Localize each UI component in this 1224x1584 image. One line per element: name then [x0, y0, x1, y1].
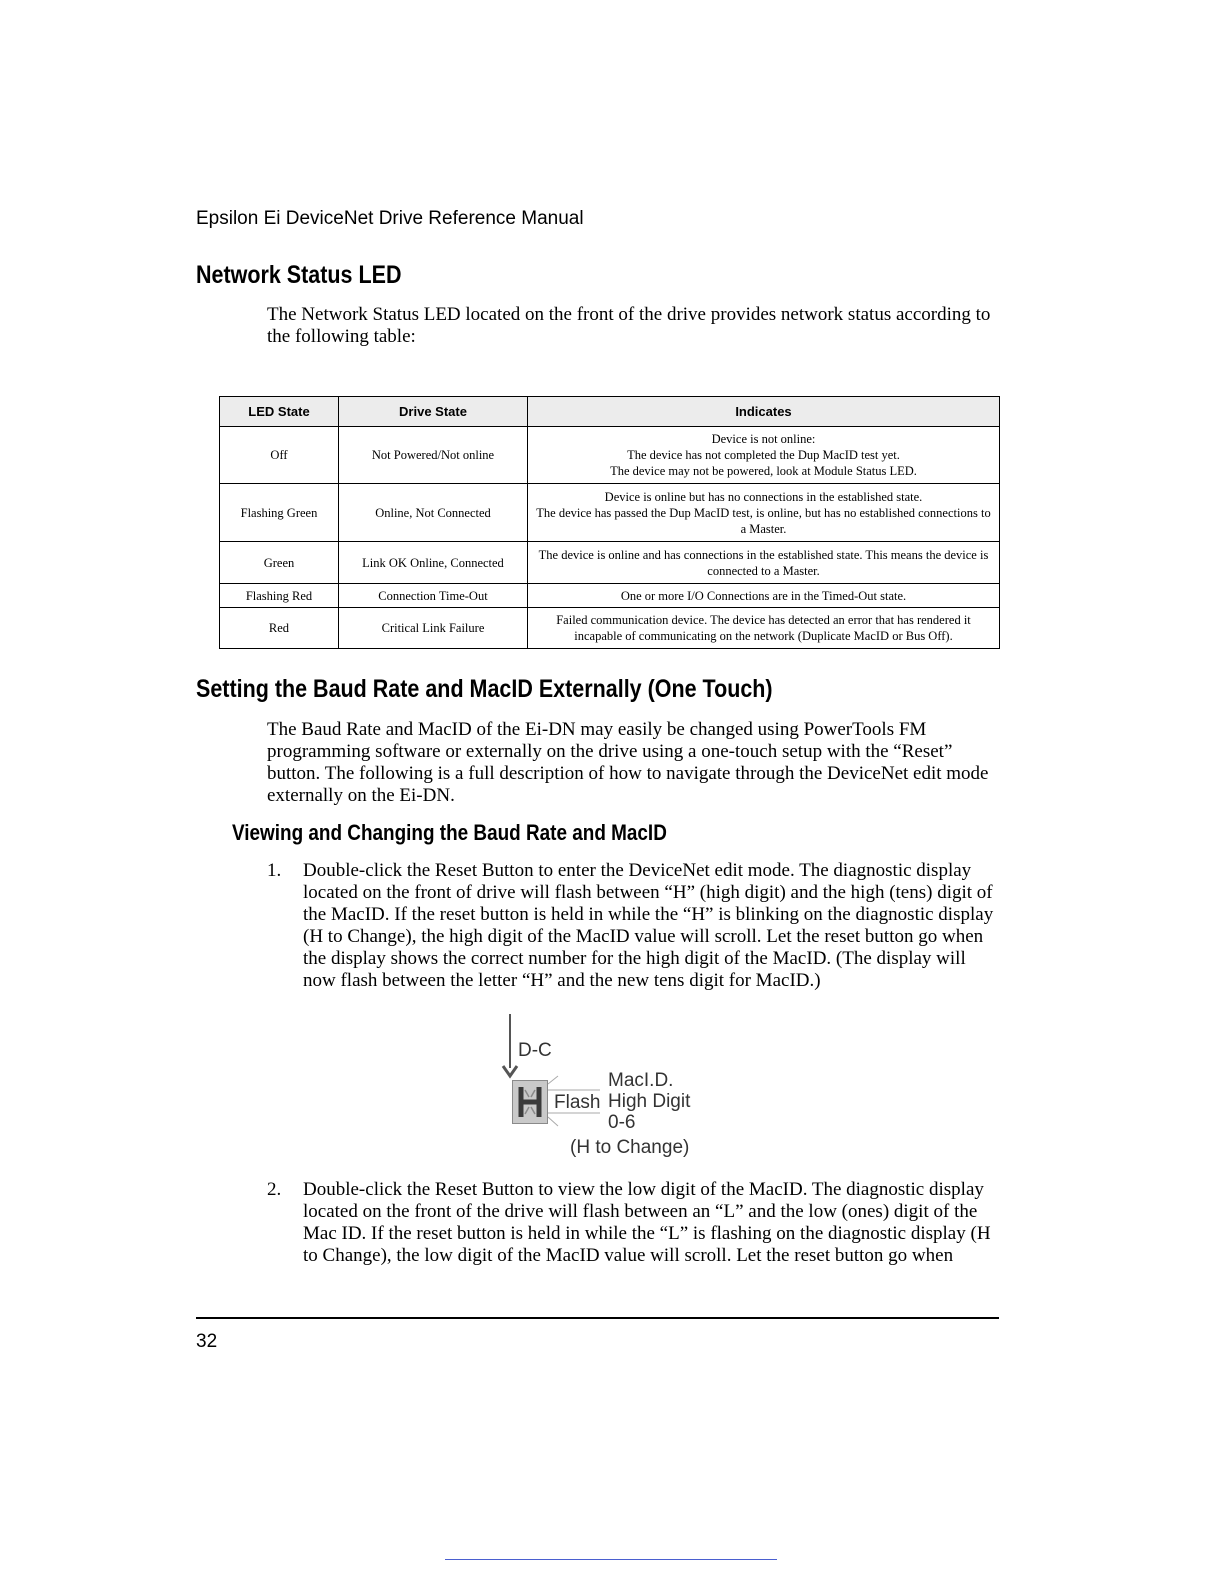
column-header: LED State: [220, 397, 339, 427]
macid-label: MacI.D.: [608, 1070, 674, 1091]
drive-state-cell: Online, Not Connected: [339, 484, 528, 542]
column-header: Drive State: [339, 397, 528, 427]
network-status-intro: The Network Status LED located on the front of the drive provides network status according to the following table:: [267, 304, 991, 347]
led-state-cell: Flashing Red: [220, 584, 339, 608]
drive-state-cell: Not Powered/Not online: [339, 427, 528, 484]
table-row: [220, 427, 1000, 484]
indicates-line: Device is online but has no connections in the established state.: [604, 489, 923, 504]
network-status-table: [219, 396, 1000, 649]
indicates-cell: [528, 584, 1000, 608]
column-header: Indicates: [528, 397, 1000, 427]
h-to-change-label: (H to Change): [570, 1137, 690, 1158]
step-number: 2.: [267, 1179, 282, 1200]
bottom-link-underline: [445, 1559, 777, 1560]
segment-h-glyph: [513, 1081, 547, 1123]
drive-state-cell: Critical Link Failure: [339, 608, 528, 649]
running-header: Epsilon Ei DeviceNet Drive Reference Manual: [196, 208, 584, 229]
steps-list-1: [267, 860, 995, 992]
dc-label: D-C: [518, 1040, 552, 1061]
indicates-cell: [528, 427, 1000, 484]
leader-line: [548, 1117, 558, 1126]
indicates-line: One or more I/O Connections are in the Timed-Out state.: [620, 588, 907, 603]
steps-list-2: [267, 1179, 995, 1267]
led-state-cell: Green: [220, 542, 339, 584]
list-item: [267, 1179, 995, 1267]
high-digit-label: High Digit: [608, 1091, 691, 1112]
subsection-heading: Viewing and Changing the Baud Rate and MacID: [232, 820, 667, 845]
table-row: [220, 542, 1000, 584]
led-state-cell: Flashing Green: [220, 484, 339, 542]
leader-line: [548, 1076, 558, 1084]
baud-rate-intro: The Baud Rate and MacID of the Ei-DN may easily be changed using PowerTools FM programming software or externally on the drive using a one-touch setup with the “Reset” button. The following is a full description of how to navigate through the DeviceNet edit mode externally on the Ei-DN.: [267, 719, 989, 806]
table-header-row: [220, 397, 1000, 427]
indicates-cell: [528, 484, 1000, 542]
footer-rule: [196, 1317, 999, 1319]
range-label: 0-6: [608, 1112, 636, 1133]
indicates-line: The device may not be powered, look at Module Status LED.: [610, 464, 917, 478]
led-state-cell: Off: [220, 427, 339, 484]
seven-segment-display-icon: [512, 1080, 548, 1124]
indicates-cell: [528, 608, 1000, 649]
flash-label: Flash: [554, 1092, 601, 1113]
drive-state-cell: Connection Time-Out: [339, 584, 528, 608]
page-number: 32: [196, 1331, 218, 1352]
indicates-line: The device is online and has connections in the established state. This means the device is connected to a Master.: [538, 547, 989, 578]
table-row: [220, 608, 1000, 649]
section-heading-network-status: Network Status LED: [196, 261, 402, 289]
indicates-cell: [528, 542, 1000, 584]
table-row: [220, 584, 1000, 608]
list-item: [267, 860, 995, 992]
led-state-cell: Red: [220, 608, 339, 649]
drive-state-cell: Link OK Online, Connected: [339, 542, 528, 584]
indicates-line: Device is not online:: [711, 432, 816, 446]
step-number: 1.: [267, 860, 282, 881]
table-row: [220, 484, 1000, 542]
diagnostic-display-figure: [490, 1010, 720, 1165]
indicates-line: The device has not completed the Dup MacID test yet.: [627, 448, 900, 462]
section-heading-baud-rate: Setting the Baud Rate and MacID Externally (One Touch): [196, 675, 773, 703]
step-text: Double-click the Reset Button to view the low digit of the MacID. The diagnostic display located on the front of the drive will flash between an “L” and the low (ones) digit of the Mac ID. If the reset button is held in while the “L” is flashing on the diagnostic display (H to Change), the low digit of the MacID value will scroll. Let the reset button go when: [303, 1179, 991, 1266]
step-text: Double-click the Reset Button to enter the DeviceNet edit mode. The diagnostic display located on the front of drive will flash between “H” (high digit) and the high (tens) digit of the MacID. If the reset button is held in while the “H” is blinking on the diagnostic display (H to Change), the high digit of the MacID value will scroll. Let the reset button go when the display shows the correct number for the high digit of the MacID. (The display will now flash between the letter “H” and the new tens digit for MacID.): [303, 860, 994, 991]
indicates-line: Failed communication device. The device has detected an error that has rendered it incapable of communicating on the network (Duplicate MacID or Bus Off).: [556, 613, 971, 643]
indicates-line: The device has passed the Dup MacID test, is online, but has no established connections to a Master.: [536, 505, 991, 536]
